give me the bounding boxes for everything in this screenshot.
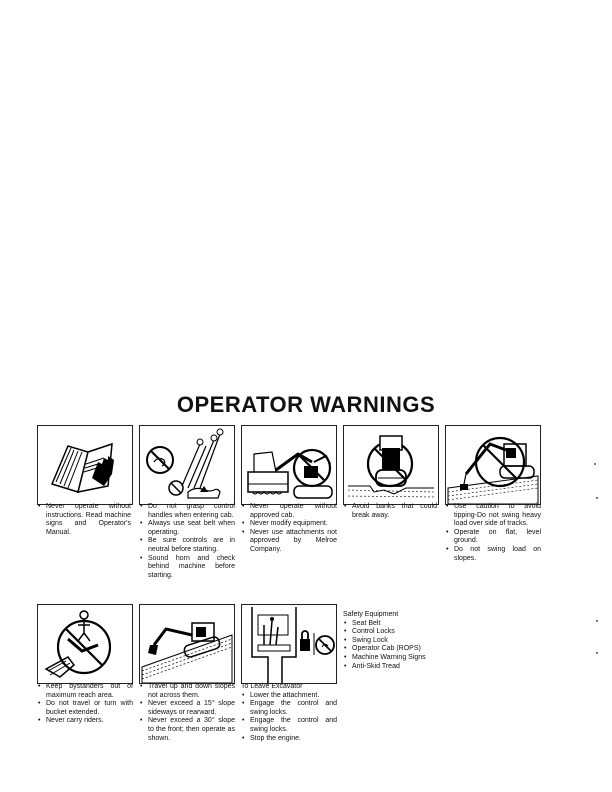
- warning-item: • Use caution to avoid tipping-Do not swing heavy load over side of tracks.: [445, 503, 541, 529]
- caption-banks: [343, 503, 437, 520]
- warning-item: • Lower the attachment.: [241, 692, 337, 701]
- warning-item: • Stop the engine.: [241, 735, 337, 744]
- equipment-item: • Operator Cab (ROPS): [343, 645, 453, 654]
- warning-item: • Avoid banks that could break away.: [343, 503, 437, 520]
- warning-item: • Never exceed a 30° slope to the front; then operate as shown.: [139, 717, 235, 743]
- safety-equipment-list: [343, 611, 453, 671]
- warning-item: • Engage the control and swing locks.: [241, 717, 337, 734]
- warning-item: • Operate on flat, level ground.: [445, 529, 541, 546]
- manual-book-icon: [37, 425, 133, 505]
- caption-bystanders: [37, 683, 133, 726]
- warning-item: • Do not grasp control handles when entering cab.: [139, 503, 235, 520]
- no-modified-attachment-icon: [241, 425, 337, 505]
- warning-item: • Do not swing load on slopes.: [445, 546, 541, 563]
- warning-item: • Keep bystanders out of maximum reach area.: [37, 683, 133, 700]
- page-title: OPERATOR WARNINGS: [176, 392, 436, 417]
- no-grasp-controls-icon: [139, 425, 235, 505]
- warning-item: • Never operate without instructions. Read machine signs and Operator's Manual.: [37, 503, 131, 537]
- no-swing-load-slope-icon: [445, 425, 541, 505]
- warning-item: • Never operate without approved cab.: [241, 503, 337, 520]
- safety-equipment-heading: Safety Equipment: [343, 611, 399, 618]
- scan-speck: [596, 652, 598, 654]
- caption-slopes: [139, 683, 235, 743]
- warning-item: • Be sure controls are in neutral before starting.: [139, 537, 235, 554]
- scan-speck: [596, 497, 598, 499]
- equipment-item: • Swing Lock: [343, 637, 453, 646]
- scan-speck: [594, 463, 596, 465]
- warning-item: • Do not travel or turn with bucket extended.: [37, 700, 133, 717]
- caption-heading: To Leave Excavator: [241, 683, 303, 690]
- no-bank-collapse-icon: [343, 425, 439, 505]
- excavator-slope-icon: [139, 604, 235, 684]
- warning-item: • Engage the control and swing locks.: [241, 700, 337, 717]
- warning-item: • Always use seat belt when operating.: [139, 520, 235, 537]
- scan-speck: [596, 620, 598, 622]
- warning-item: • Travel up and down slopes not across them.: [139, 683, 235, 700]
- equipment-item: • Anti-Skid Tread: [343, 663, 453, 672]
- warning-item: • Never modify equipment.: [241, 520, 337, 529]
- warning-item: • Never use attachments not approved by Melroe Company.: [241, 529, 337, 555]
- caption-controls: [139, 503, 235, 580]
- no-riders-icon: [37, 604, 133, 684]
- warning-item: • Sound horn and check behind machine before starting.: [139, 555, 235, 581]
- lock-controls-icon: [241, 604, 337, 684]
- warning-item: • Never carry riders.: [37, 717, 133, 726]
- equipment-item: • Seat Belt: [343, 620, 453, 629]
- caption-leave-excavator: [241, 683, 337, 743]
- caption-approved-cab: [241, 503, 337, 555]
- caption-tipping: [445, 503, 541, 563]
- equipment-item: • Machine Warning Signs: [343, 654, 453, 663]
- caption-read-manual: [37, 503, 131, 537]
- equipment-item: • Control Locks: [343, 628, 453, 637]
- warning-item: • Never exceed a 15° slope sideways or rearward.: [139, 700, 235, 717]
